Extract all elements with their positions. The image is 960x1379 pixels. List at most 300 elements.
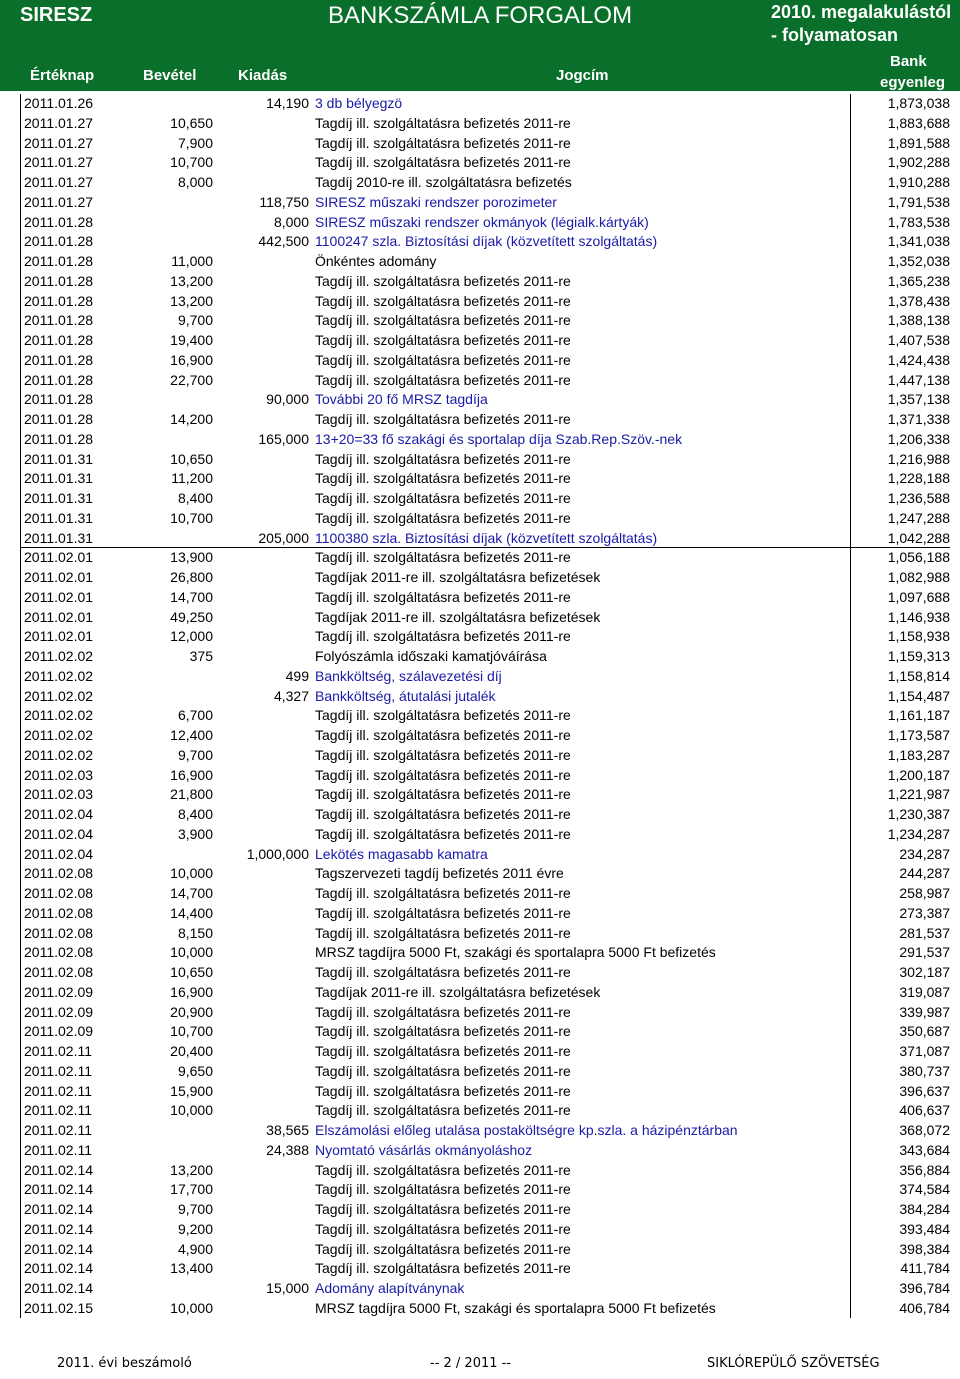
row-income: 4,900 — [177, 1240, 213, 1257]
row-balance: 258,987 — [899, 885, 950, 901]
row-balance: 384,284 — [899, 1201, 950, 1217]
table-row — [0, 489, 960, 509]
row-description: Tagdíj ill. szolgáltatásra befizetés 2011-re — [315, 1102, 571, 1119]
row-income: 17,700 — [170, 1181, 213, 1198]
row-date: 2011.02.14 — [24, 1280, 94, 1296]
row-balance: 1,371,338 — [887, 411, 950, 427]
row-balance: 1,158,938 — [887, 628, 950, 645]
table-row — [0, 608, 960, 628]
row-balance: 411,784 — [900, 1260, 950, 1277]
row-description: Bankköltség, szálavezetési díj — [315, 667, 502, 684]
row-date: 2011.02.08 — [24, 904, 94, 921]
row-date: 2011.02.11 — [24, 1102, 92, 1119]
row-expense: 1,000,000 — [246, 845, 309, 862]
table-row — [0, 1022, 960, 1042]
row-description: Tagdíj ill. szolgáltatásra befizetés 2011-re — [315, 1201, 571, 1217]
row-description: Tagszervezeti tagdíj befizetés 2011 évre — [315, 865, 564, 882]
row-balance: 302,187 — [899, 964, 950, 980]
table-row — [0, 706, 960, 726]
table-row — [0, 924, 960, 944]
row-description: Tagdíjak 2011-re ill. szolgáltatásra befizetések — [315, 569, 601, 585]
column-divider — [20, 94, 21, 1318]
row-expense: 90,000 — [266, 391, 309, 408]
table-row — [0, 272, 960, 292]
page-title: BANKSZÁMLA FORGALOM — [328, 2, 633, 29]
table-row — [0, 805, 960, 825]
table-row — [0, 1240, 960, 1260]
row-income: 8,400 — [177, 490, 213, 506]
table-row — [0, 371, 960, 391]
row-description: Tagdíj ill. szolgáltatásra befizetés 2011-re — [315, 924, 571, 941]
row-income: 21,800 — [170, 786, 213, 803]
row-income: 20,900 — [170, 1003, 213, 1020]
table-row — [0, 1180, 960, 1200]
row-balance: 1,365,238 — [887, 272, 950, 289]
row-balance: 291,537 — [899, 944, 950, 961]
row-description: Tagdíj ill. szolgáltatásra befizetés 2011-re — [315, 588, 571, 605]
row-income: 375 — [189, 648, 213, 664]
table-row — [0, 292, 960, 312]
row-balance: 234,287 — [899, 845, 950, 862]
row-balance: 406,637 — [899, 1102, 950, 1119]
row-balance: 1,407,538 — [887, 332, 950, 348]
row-income: 3,900 — [177, 825, 213, 842]
row-expense: 8,000 — [273, 213, 309, 230]
row-balance: 1,783,538 — [887, 213, 950, 230]
row-income: 11,000 — [171, 253, 213, 269]
row-income: 10,700 — [170, 1023, 213, 1040]
row-date: 2011.02.04 — [24, 845, 94, 862]
row-description: Tagdíj ill. szolgáltatásra befizetés 2011-re — [315, 114, 571, 131]
row-description: 13+20=33 fő szakági és sportalap díja Szab.Rep.Szöv.-nek — [315, 430, 683, 447]
row-description: Tagdíj ill. szolgáltatásra befizetés 2011-re — [315, 786, 571, 803]
row-expense: 38,565 — [266, 1122, 309, 1138]
row-date: 2011.02.14 — [24, 1201, 94, 1217]
row-expense: 15,000 — [266, 1280, 309, 1296]
row-description: További 20 fő MRSZ tagdíja — [315, 391, 488, 408]
row-date: 2011.02.08 — [24, 964, 94, 980]
row-income: 10,000 — [170, 1102, 213, 1119]
row-balance: 1,234,287 — [887, 825, 950, 842]
row-income: 13,400 — [170, 1260, 213, 1277]
row-description: Tagdíj ill. szolgáltatásra befizetés 2011-re — [315, 825, 571, 842]
row-description: Folyószámla időszaki kamatjóváírása — [315, 648, 547, 664]
row-income: 10,650 — [170, 114, 213, 131]
row-date: 2011.02.14 — [24, 1240, 94, 1257]
row-description: Tagdíj ill. szolgáltatásra befizetés 2011-re — [315, 628, 571, 645]
row-balance: 1,236,588 — [887, 490, 950, 506]
column-header-income: Bevétel — [143, 67, 197, 84]
row-date: 2011.01.28 — [24, 213, 94, 230]
column-header-bank: Bank — [890, 53, 927, 70]
table-row — [0, 588, 960, 608]
row-income: 16,900 — [170, 766, 213, 783]
row-income: 19,400 — [170, 332, 213, 348]
row-description: 1100380 szla. Biztosítási díjak (közvetített szolgáltatás) — [315, 529, 658, 546]
column-divider — [850, 94, 851, 1318]
table-row — [0, 785, 960, 805]
row-date: 2011.02.02 — [24, 707, 94, 724]
transactions-table — [0, 94, 960, 1319]
row-description: Nyomtató vásárlás okmányoláshoz — [315, 1141, 533, 1158]
row-date: 2011.02.09 — [24, 1003, 94, 1020]
row-date: 2011.01.28 — [24, 312, 94, 329]
row-date: 2011.02.04 — [24, 806, 94, 822]
row-date: 2011.02.02 — [24, 687, 94, 704]
table-row — [0, 568, 960, 588]
row-income: 10,650 — [170, 964, 213, 980]
table-row — [0, 1082, 960, 1102]
row-date: 2011.01.27 — [24, 174, 94, 190]
table-row — [0, 983, 960, 1003]
row-date: 2011.01.28 — [24, 371, 94, 388]
row-expense: 24,388 — [266, 1141, 309, 1158]
table-row — [0, 94, 960, 114]
row-description: Tagdíj ill. szolgáltatásra befizetés 2011-re — [315, 746, 571, 763]
row-expense: 165,000 — [258, 430, 309, 447]
row-balance: 1,161,187 — [887, 707, 950, 724]
row-description: SIRESZ műszaki rendszer okmányok (légialk.kártyák) — [315, 213, 649, 230]
row-expense: 499 — [285, 667, 309, 684]
table-row — [0, 943, 960, 963]
row-income: 9,700 — [177, 312, 213, 329]
table-row — [0, 1101, 960, 1121]
table-row — [0, 173, 960, 193]
row-date: 2011.01.28 — [24, 351, 94, 368]
row-income: 20,400 — [170, 1043, 213, 1059]
row-expense: 14,190 — [266, 95, 309, 111]
row-description: 1100247 szla. Biztosítási díjak (közvetített szolgáltatás) — [315, 233, 658, 250]
row-income: 12,000 — [170, 628, 213, 645]
row-date: 2011.02.08 — [24, 865, 94, 882]
row-date: 2011.02.11 — [24, 1082, 92, 1099]
row-balance: 380,737 — [899, 1062, 950, 1079]
table-row — [0, 351, 960, 371]
row-date: 2011.02.01 — [24, 608, 94, 625]
row-description: Tagdíj ill. szolgáltatásra befizetés 2011-re — [315, 272, 571, 289]
row-date: 2011.01.28 — [24, 391, 94, 408]
row-balance: 1,378,438 — [887, 292, 950, 309]
row-date: 2011.01.28 — [24, 332, 94, 348]
row-balance: 1,910,288 — [887, 174, 950, 190]
table-row — [0, 509, 960, 529]
row-balance: 371,087 — [899, 1043, 950, 1059]
row-balance: 1,154,487 — [887, 687, 950, 704]
table-row — [0, 1259, 960, 1279]
row-description: Tagdíj ill. szolgáltatásra befizetés 2011-re — [315, 371, 571, 388]
row-description: Elszámolási előleg utalása postaköltségre kp.szla. a házipénztárban — [315, 1122, 738, 1138]
row-description: Tagdíj ill. szolgáltatásra befizetés 2011-re — [315, 450, 571, 467]
row-income: 10,700 — [170, 154, 213, 171]
row-date: 2011.01.28 — [24, 411, 94, 427]
row-description: Adomány alapítványnak — [315, 1280, 465, 1296]
row-balance: 1,158,814 — [887, 667, 950, 684]
row-balance: 1,341,038 — [887, 233, 950, 250]
table-row — [0, 864, 960, 884]
row-income: 8,000 — [177, 174, 213, 190]
month-separator — [20, 547, 950, 548]
row-date: 2011.01.27 — [24, 134, 94, 151]
row-description: Tagdíj ill. szolgáltatásra befizetés 2011-re — [315, 134, 571, 151]
row-income: 14,200 — [170, 411, 213, 427]
row-balance: 1,056,188 — [887, 549, 950, 566]
row-balance: 1,183,287 — [887, 746, 950, 763]
table-row — [0, 766, 960, 786]
table-row — [0, 904, 960, 924]
table-row — [0, 193, 960, 213]
row-description: Tagdíj ill. szolgáltatásra befizetés 2011-re — [315, 1003, 571, 1020]
row-balance: 1,883,688 — [887, 114, 950, 131]
row-balance: 1,902,288 — [887, 154, 950, 171]
row-income: 15,900 — [170, 1082, 213, 1099]
row-income: 13,900 — [170, 549, 213, 566]
row-date: 2011.02.02 — [24, 648, 94, 664]
table-row — [0, 252, 960, 272]
row-balance: 396,637 — [899, 1082, 950, 1099]
row-date: 2011.02.02 — [24, 746, 94, 763]
row-balance: 1,216,988 — [887, 450, 950, 467]
row-date: 2011.01.31 — [24, 450, 94, 467]
row-balance: 1,891,588 — [887, 134, 950, 151]
row-date: 2011.02.09 — [24, 983, 94, 1000]
row-description: Tagdíj ill. szolgáltatásra befizetés 2011-re — [315, 292, 571, 309]
row-date: 2011.01.28 — [24, 272, 94, 289]
row-description: MRSZ tagdíjra 5000 Ft, szakági és sportalapra 5000 Ft befizetés — [315, 944, 716, 961]
row-balance: 396,784 — [899, 1280, 950, 1296]
row-expense: 4,327 — [273, 687, 309, 704]
period-sub-label: - folyamatosan — [771, 25, 899, 45]
table-row — [0, 1003, 960, 1023]
row-date: 2011.02.08 — [24, 924, 94, 941]
row-balance: 1,097,688 — [887, 588, 950, 605]
table-row — [0, 687, 960, 707]
row-balance: 398,384 — [899, 1240, 950, 1257]
row-date: 2011.01.28 — [24, 233, 94, 250]
row-expense: 442,500 — [258, 233, 309, 250]
row-balance: 273,387 — [899, 904, 950, 921]
table-row — [0, 114, 960, 134]
row-date: 2011.02.03 — [24, 786, 94, 803]
row-income: 7,900 — [177, 134, 213, 151]
row-date: 2011.02.01 — [24, 588, 94, 605]
table-row — [0, 1161, 960, 1181]
row-income: 9,700 — [177, 746, 213, 763]
row-date: 2011.02.08 — [24, 885, 94, 901]
row-income: 10,650 — [170, 450, 213, 467]
table-row — [0, 845, 960, 865]
table-row — [0, 1220, 960, 1240]
row-description: Tagdíj ill. szolgáltatásra befizetés 2011-re — [315, 490, 571, 506]
table-row — [0, 134, 960, 154]
row-description: Tagdíj ill. szolgáltatásra befizetés 2011-re — [315, 707, 571, 724]
row-date: 2011.01.31 — [24, 490, 94, 506]
row-description: Tagdíj ill. szolgáltatásra befizetés 2011-re — [315, 766, 571, 783]
table-row — [0, 726, 960, 746]
row-description: Tagdíj ill. szolgáltatásra befizetés 2011-re — [315, 806, 571, 822]
row-date: 2011.02.09 — [24, 1023, 94, 1040]
row-date: 2011.02.11 — [24, 1122, 92, 1138]
table-row — [0, 469, 960, 489]
table-row — [0, 548, 960, 568]
row-income: 8,400 — [177, 806, 213, 822]
row-description: Tagdíj ill. szolgáltatásra befizetés 2011-re — [315, 154, 571, 171]
table-row — [0, 390, 960, 410]
table-row — [0, 746, 960, 766]
row-date: 2011.02.04 — [24, 825, 94, 842]
footer-page-number: -- 2 / 2011 -- — [430, 1356, 512, 1371]
row-balance: 281,537 — [899, 924, 950, 941]
row-income: 10,000 — [170, 865, 213, 882]
table-row — [0, 1200, 960, 1220]
row-date: 2011.02.11 — [24, 1062, 92, 1079]
row-balance: 1,173,587 — [887, 727, 950, 743]
row-balance: 343,684 — [899, 1141, 950, 1158]
table-row — [0, 963, 960, 983]
row-date: 2011.01.28 — [24, 430, 94, 447]
table-row — [0, 1121, 960, 1141]
row-income: 14,700 — [170, 588, 213, 605]
row-income: 16,900 — [170, 351, 213, 368]
row-description: Tagdíj ill. szolgáltatásra befizetés 2011-re — [315, 1260, 571, 1277]
row-expense: 205,000 — [258, 529, 309, 546]
row-balance: 406,784 — [899, 1299, 950, 1316]
row-income: 14,400 — [170, 904, 213, 921]
row-balance: 374,584 — [899, 1181, 950, 1198]
row-balance: 368,072 — [899, 1122, 950, 1138]
row-description: Önkéntes adomány — [315, 253, 437, 269]
row-balance: 356,884 — [899, 1161, 950, 1178]
row-description: Tagdíj ill. szolgáltatásra befizetés 2011-re — [315, 885, 571, 901]
row-description: Tagdíj ill. szolgáltatásra befizetés 2011-re — [315, 1023, 571, 1040]
table-row — [0, 1279, 960, 1299]
row-description: Bankköltség, átutalási jutalék — [315, 687, 496, 704]
row-balance: 1,873,038 — [887, 95, 950, 111]
row-income: 12,400 — [170, 727, 213, 743]
row-date: 2011.02.02 — [24, 667, 94, 684]
row-date: 2011.02.14 — [24, 1260, 94, 1277]
row-description: Tagdíj ill. szolgáltatásra befizetés 2011-re — [315, 1220, 571, 1237]
row-description: Tagdíj ill. szolgáltatásra befizetés 2011-re — [315, 549, 571, 566]
row-balance: 244,287 — [899, 865, 950, 882]
row-balance: 1,042,288 — [887, 529, 950, 546]
row-description: Tagdíj ill. szolgáltatásra befizetés 2011-re — [315, 351, 571, 368]
row-balance: 1,447,138 — [887, 371, 950, 388]
row-date: 2011.02.08 — [24, 944, 94, 961]
row-date: 2011.01.31 — [24, 470, 94, 487]
column-header-balance: egyenleg — [880, 74, 946, 91]
row-description: Tagdíj ill. szolgáltatásra befizetés 2011-re — [315, 1062, 571, 1079]
table-row — [0, 647, 960, 667]
row-date: 2011.01.26 — [24, 95, 94, 111]
row-balance: 1,247,288 — [887, 509, 950, 526]
row-description: Tagdíj 2010-re ill. szolgáltatásra befizetés — [315, 174, 572, 190]
footer-organization: SIKLÓREPÜLŐ SZÖVETSÉG — [707, 1356, 880, 1371]
row-balance: 1,230,387 — [887, 806, 950, 822]
row-date: 2011.01.27 — [24, 154, 94, 171]
row-description: MRSZ tagdíjra 5000 Ft, szakági és sportalapra 5000 Ft befizetés — [315, 1299, 716, 1316]
row-date: 2011.02.11 — [24, 1141, 92, 1158]
row-description: Tagdíj ill. szolgáltatásra befizetés 2011-re — [315, 1240, 571, 1257]
row-income: 14,700 — [170, 885, 213, 901]
row-balance: 1,228,188 — [887, 470, 950, 487]
row-description: Tagdíj ill. szolgáltatásra befizetés 2011-re — [315, 1181, 571, 1198]
row-description: Tagdíj ill. szolgáltatásra befizetés 2011-re — [315, 509, 571, 526]
column-header-value-date: Értéknap — [30, 67, 95, 84]
row-balance: 1,206,338 — [887, 430, 950, 447]
row-description: Tagdíj ill. szolgáltatásra befizetés 2011-re — [315, 904, 571, 921]
row-date: 2011.02.15 — [24, 1299, 94, 1316]
row-description: Tagdíjak 2011-re ill. szolgáltatásra befizetések — [315, 608, 601, 625]
table-row — [0, 450, 960, 470]
row-description: Tagdíj ill. szolgáltatásra befizetés 2011-re — [315, 312, 571, 329]
footer-report-title: 2011. évi beszámoló — [57, 1356, 192, 1371]
table-row — [0, 1062, 960, 1082]
row-income: 13,200 — [170, 272, 213, 289]
row-description: SIRESZ műszaki rendszer porozimeter — [315, 193, 557, 210]
row-income: 8,150 — [177, 924, 213, 941]
row-description: Tagdíj ill. szolgáltatásra befizetés 2011-re — [315, 727, 571, 743]
row-balance: 1,791,538 — [887, 193, 950, 210]
row-description: Tagdíj ill. szolgáltatásra befizetés 2011-re — [315, 1043, 571, 1059]
row-balance: 1,146,938 — [887, 608, 950, 625]
row-expense: 118,750 — [259, 193, 309, 210]
row-date: 2011.02.01 — [24, 549, 94, 566]
row-date: 2011.02.14 — [24, 1220, 94, 1237]
row-description: Tagdíj ill. szolgáltatásra befizetés 2011-re — [315, 1082, 571, 1099]
row-description: Tagdíj ill. szolgáltatásra befizetés 2011-re — [315, 470, 571, 487]
table-row — [0, 213, 960, 233]
row-date: 2011.01.31 — [24, 529, 94, 546]
row-income: 13,200 — [170, 1161, 213, 1178]
org-name: SIRESZ — [20, 4, 93, 26]
table-row — [0, 529, 960, 549]
row-income: 22,700 — [170, 371, 213, 388]
row-income: 10,000 — [170, 944, 213, 961]
row-balance: 1,200,187 — [887, 766, 950, 783]
table-row — [0, 1042, 960, 1062]
table-row — [0, 311, 960, 331]
row-income: 26,800 — [170, 569, 213, 585]
row-balance: 339,987 — [899, 1003, 950, 1020]
row-balance: 319,087 — [899, 983, 950, 1000]
row-date: 2011.02.02 — [24, 727, 94, 743]
row-balance: 1,082,988 — [887, 569, 950, 585]
row-balance: 1,159,313 — [887, 648, 950, 664]
row-description: Tagdíj ill. szolgáltatásra befizetés 2011-re — [315, 332, 571, 348]
row-date: 2011.02.14 — [24, 1181, 94, 1198]
row-description: Tagdíj ill. szolgáltatásra befizetés 2011-re — [315, 411, 571, 427]
row-date: 2011.02.01 — [24, 628, 94, 645]
row-income: 16,900 — [170, 983, 213, 1000]
table-row — [0, 825, 960, 845]
row-date: 2011.02.11 — [24, 1043, 92, 1059]
row-date: 2011.02.14 — [24, 1161, 94, 1178]
row-date: 2011.01.27 — [24, 114, 94, 131]
table-row — [0, 1299, 960, 1319]
row-date: 2011.01.28 — [24, 253, 94, 269]
row-description: 3 db bélyegzö — [315, 95, 403, 111]
table-row — [0, 627, 960, 647]
column-header-expense: Kiadás — [238, 67, 288, 84]
row-income: 9,200 — [177, 1220, 213, 1237]
row-balance: 1,352,038 — [887, 253, 950, 269]
row-balance: 350,687 — [899, 1023, 950, 1040]
row-description: Tagdíjak 2011-re ill. szolgáltatásra befizetések — [315, 983, 601, 1000]
row-balance: 1,424,438 — [887, 351, 950, 368]
row-balance: 393,484 — [899, 1220, 950, 1237]
header-banner — [0, 0, 960, 91]
table-row — [0, 667, 960, 687]
